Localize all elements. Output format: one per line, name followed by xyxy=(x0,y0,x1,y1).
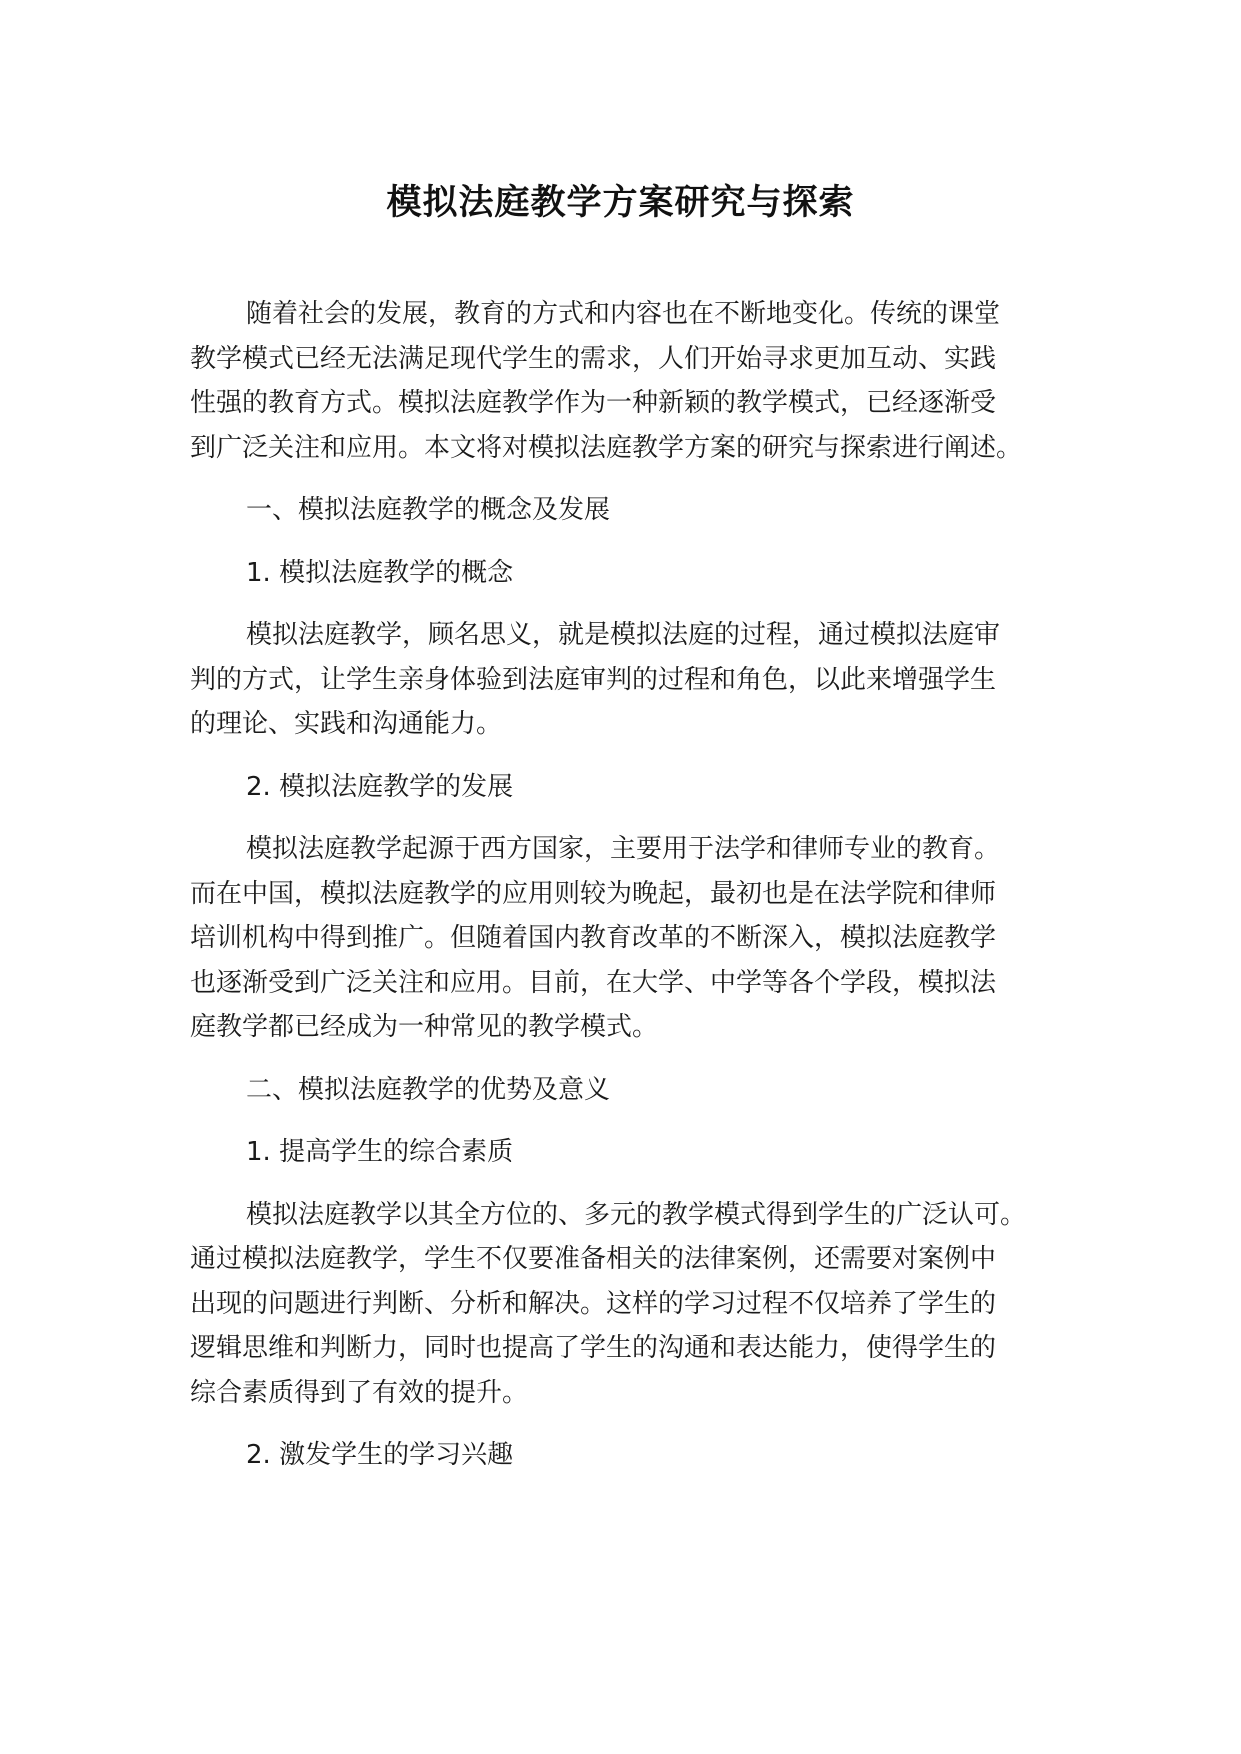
subsection-heading-text: 1. 提高学生的综合素质 xyxy=(246,1137,514,1167)
document-body xyxy=(190,292,1070,1496)
body-paragraph xyxy=(190,827,1070,1050)
document-title: 模拟法庭教学方案研究与探索 xyxy=(386,183,855,223)
subsection-heading xyxy=(190,551,1070,596)
section-heading-text: 二、模拟法庭教学的优势及意义 xyxy=(246,1074,611,1105)
paragraph-line: 逻辑思维和判断力，同时也提高了学生的沟通和表达能力，使得学生的 xyxy=(190,1333,997,1363)
paragraph-line: 培训机构中得到推广。但随着国内教育改革的不断深入，模拟法庭教学 xyxy=(190,923,997,953)
paragraph-line: 模拟法庭教学，顾名思义，就是模拟法庭的过程，通过模拟法庭审 xyxy=(246,620,1001,650)
subsection-heading-text: 2. 模拟法庭教学的发展 xyxy=(246,771,514,802)
subsection-heading-text: 2. 激发学生的学习兴趣 xyxy=(246,1440,514,1470)
subsection-heading xyxy=(190,765,1070,810)
paragraph-line: 模拟法庭教学起源于西方国家，主要用于法学和律师专业的教育。 xyxy=(246,834,1001,864)
subsection-heading xyxy=(190,1130,1070,1175)
paragraph-line: 也逐渐受到广泛关注和应用。目前，在大学、中学等各个学段，模拟法 xyxy=(190,967,997,998)
subsection-heading xyxy=(190,1433,1070,1478)
section-heading xyxy=(190,1068,1070,1113)
paragraph-line: 到广泛关注和应用。本文将对模拟法庭教学方案的研究与探索进行阐述。 xyxy=(190,432,1023,463)
paragraph-line: 性强的教育方式。模拟法庭教学作为一种新颖的教学模式，已经逐渐受 xyxy=(190,388,997,418)
paragraph-line: 教学模式已经无法满足现代学生的需求，人们开始寻求更加互动、实践 xyxy=(190,343,997,374)
paragraph-line: 模拟法庭教学以其全方位的、多元的教学模式得到学生的广泛认可。 xyxy=(246,1199,1027,1230)
paragraph-line: 判的方式，让学生亲身体验到法庭审判的过程和角色，以此来增强学生 xyxy=(190,664,997,695)
paragraph-line: 综合素质得到了有效的提升。 xyxy=(190,1377,529,1408)
paragraph-line: 庭教学都已经成为一种常见的教学模式。 xyxy=(190,1012,659,1042)
paragraph-line: 通过模拟法庭教学，学生不仅要准备相关的法律案例，还需要对案例中 xyxy=(190,1244,997,1274)
paragraph-line: 而在中国，模拟法庭教学的应用则较为晚起，最初也是在法学院和律师 xyxy=(190,878,997,909)
paragraph-line: 出现的问题进行判断、分析和解决。这样的学习过程不仅培养了学生的 xyxy=(190,1288,997,1319)
paragraph-line: 随着社会的发展，教育的方式和内容也在不断地变化。传统的课堂 xyxy=(246,299,1001,329)
section-heading-text: 一、模拟法庭教学的概念及发展 xyxy=(246,495,611,525)
body-paragraph xyxy=(190,613,1070,747)
paragraph-line: 的理论、实践和沟通能力。 xyxy=(190,709,503,739)
section-heading xyxy=(190,488,1070,533)
body-paragraph xyxy=(190,1193,1070,1416)
subsection-heading-text: 1. 模拟法庭教学的概念 xyxy=(246,557,514,588)
intro-paragraph xyxy=(190,292,1070,470)
